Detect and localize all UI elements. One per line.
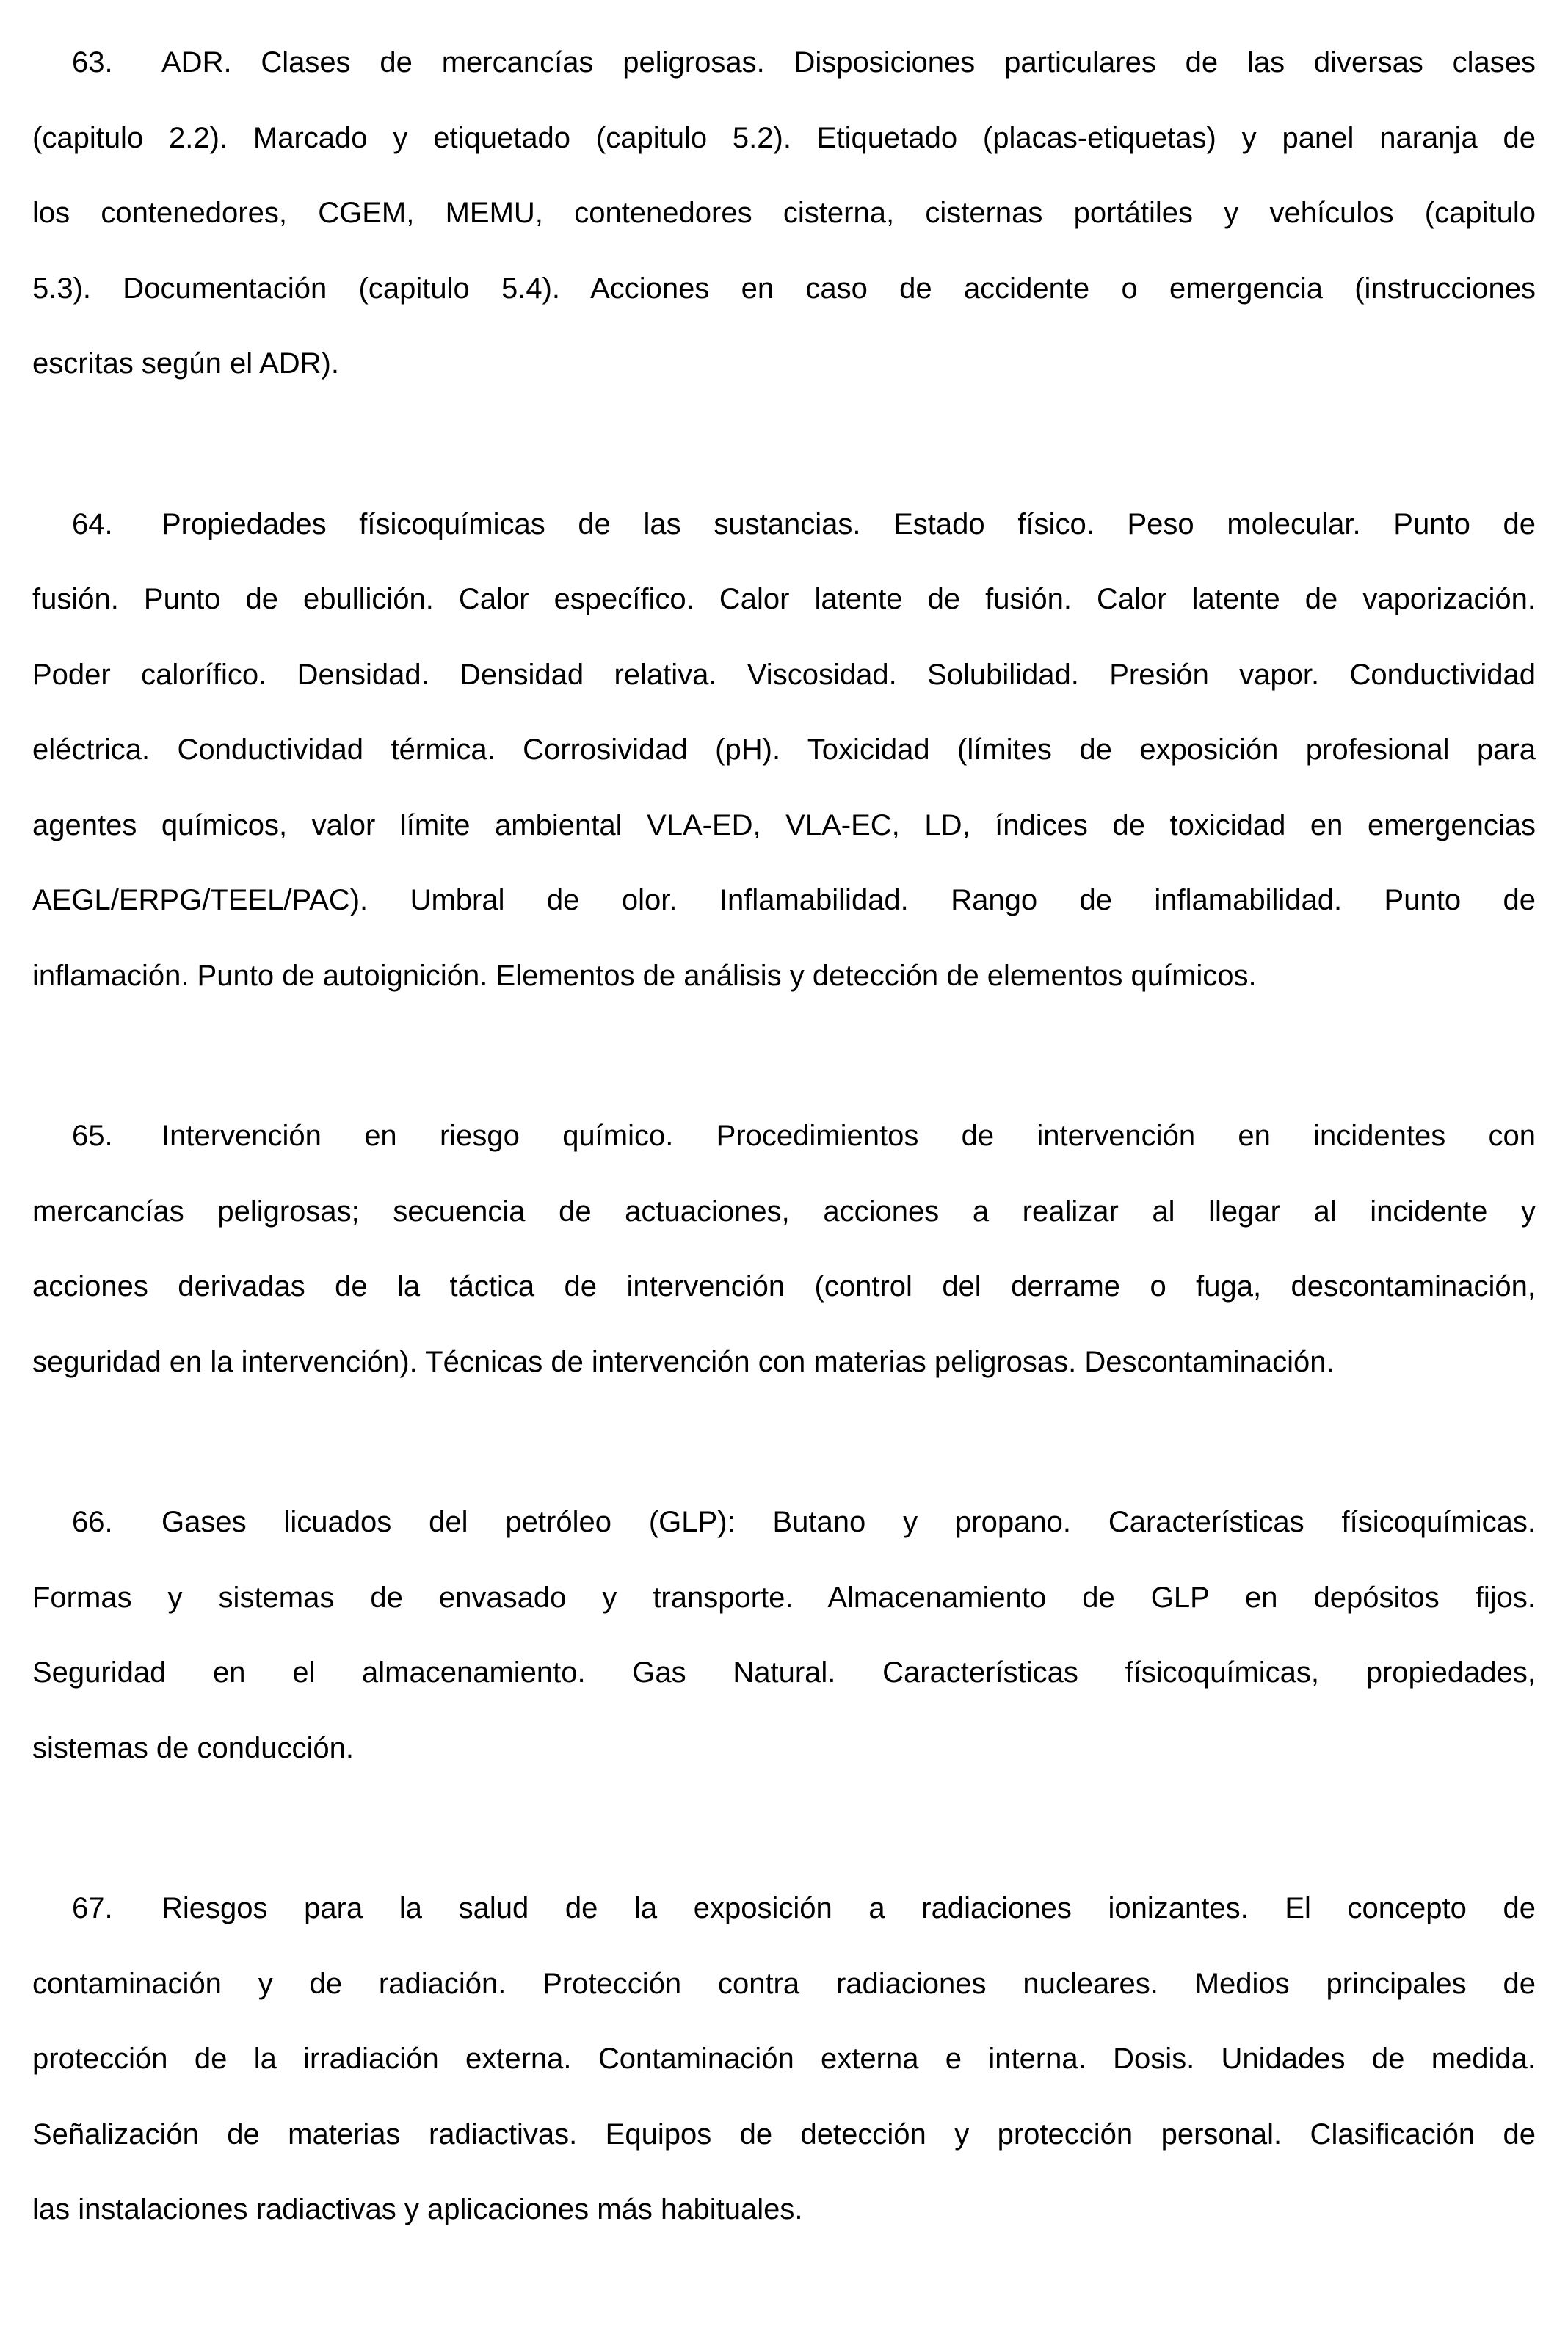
text-line	[32, 1485, 1536, 1560]
text-line: mercancías peligrosas; secuencia de actuaciones, acciones a realizar al llegar al incidente y	[32, 1195, 1536, 1228]
syllabus-item-64	[32, 487, 1536, 1014]
item-number: 64.	[72, 507, 113, 540]
text-line: fusión. Punto de ebullición. Calor específico. Calor latente de fusión. Calor latente de vaporización.	[32, 583, 1536, 615]
text-line: acciones derivadas de la táctica de intervención (control del derrame o fuga, descontaminación,	[32, 1270, 1536, 1303]
item-number: 67.	[72, 1892, 113, 1924]
text-line: (capitulo 2.2). Marcado y etiquetado (capitulo 5.2). Etiquetado (placas-etiquetas) y panel naranja de	[32, 121, 1536, 154]
text-line-content: Propiedades físicoquímicas de las sustancias. Estado físico. Peso molecular. Punto de	[161, 507, 1536, 540]
text-line	[32, 487, 1536, 562]
text-line-content: Riesgos para la salud de la exposición a radiaciones ionizantes. El concepto de	[161, 1892, 1536, 1924]
text-line: 5.3). Documentación (capitulo 5.4). Acciones en caso de accidente o emergencia (instrucciones	[32, 272, 1536, 305]
text-line-content: Intervención en riesgo químico. Procedimientos de intervención en incidentes con	[161, 1120, 1536, 1152]
text-line: AEGL/ERPG/TEEL/PAC). Umbral de olor. Inflamabilidad. Rango de inflamabilidad. Punto de	[32, 884, 1536, 916]
text-line: inflamación. Punto de autoignición. Elementos de análisis y detección de elementos químicos.	[32, 959, 1257, 992]
text-line	[32, 1098, 1536, 1174]
item-number: 66.	[72, 1506, 113, 1538]
text-line: Seguridad en el almacenamiento. Gas Natural. Características físicoquímicas, propiedades,	[32, 1656, 1536, 1689]
text-line: agentes químicos, valor límite ambiental VLA-ED, VLA-EC, LD, índices de toxicidad en emergencias	[32, 808, 1536, 841]
syllabus-item-67	[32, 1871, 1536, 2247]
text-line: contaminación y de radiación. Protección contra radiaciones nucleares. Medios principales de	[32, 1967, 1536, 2000]
text-line: Formas y sistemas de envasado y transporte. Almacenamiento de GLP en depósitos fijos.	[32, 1581, 1536, 1614]
text-line: protección de la irradiación externa. Contaminación externa e interna. Dosis. Unidades de medida.	[32, 2043, 1536, 2075]
text-line: las instalaciones radiactivas y aplicaciones más habituales.	[32, 2193, 803, 2225]
syllabus-item-63	[32, 25, 1536, 402]
text-line-content: ADR. Clases de mercancías peligrosas. Disposiciones particulares de las diversas clases	[161, 46, 1536, 79]
text-line	[32, 1871, 1536, 1946]
syllabus-item-65	[32, 1098, 1536, 1399]
item-number: 65.	[72, 1120, 113, 1152]
text-line: escritas según el ADR).	[32, 347, 339, 380]
syllabus-item-66	[32, 1485, 1536, 1786]
text-line: los contenedores, CGEM, MEMU, contenedores cisterna, cisternas portátiles y vehículos (capitulo	[32, 197, 1536, 229]
text-line-content: Gases licuados del petróleo (GLP): Butano y propano. Características físicoquímicas.	[161, 1506, 1536, 1538]
text-line	[32, 25, 1536, 101]
text-line: sistemas de conducción.	[32, 1731, 355, 1764]
text-line: eléctrica. Conductividad térmica. Corrosividad (pH). Toxicidad (límites de exposición profesional para	[32, 733, 1536, 766]
item-number: 63.	[72, 46, 113, 79]
text-line: seguridad en la intervención). Técnicas de intervención con materias peligrosas. Descontaminación.	[32, 1345, 1335, 1378]
text-line: Poder calorífico. Densidad. Densidad relativa. Viscosidad. Solubilidad. Presión vapor. Conductividad	[32, 658, 1536, 691]
text-line: Señalización de materias radiactivas. Equipos de detección y protección personal. Clasificación de	[32, 2117, 1536, 2151]
